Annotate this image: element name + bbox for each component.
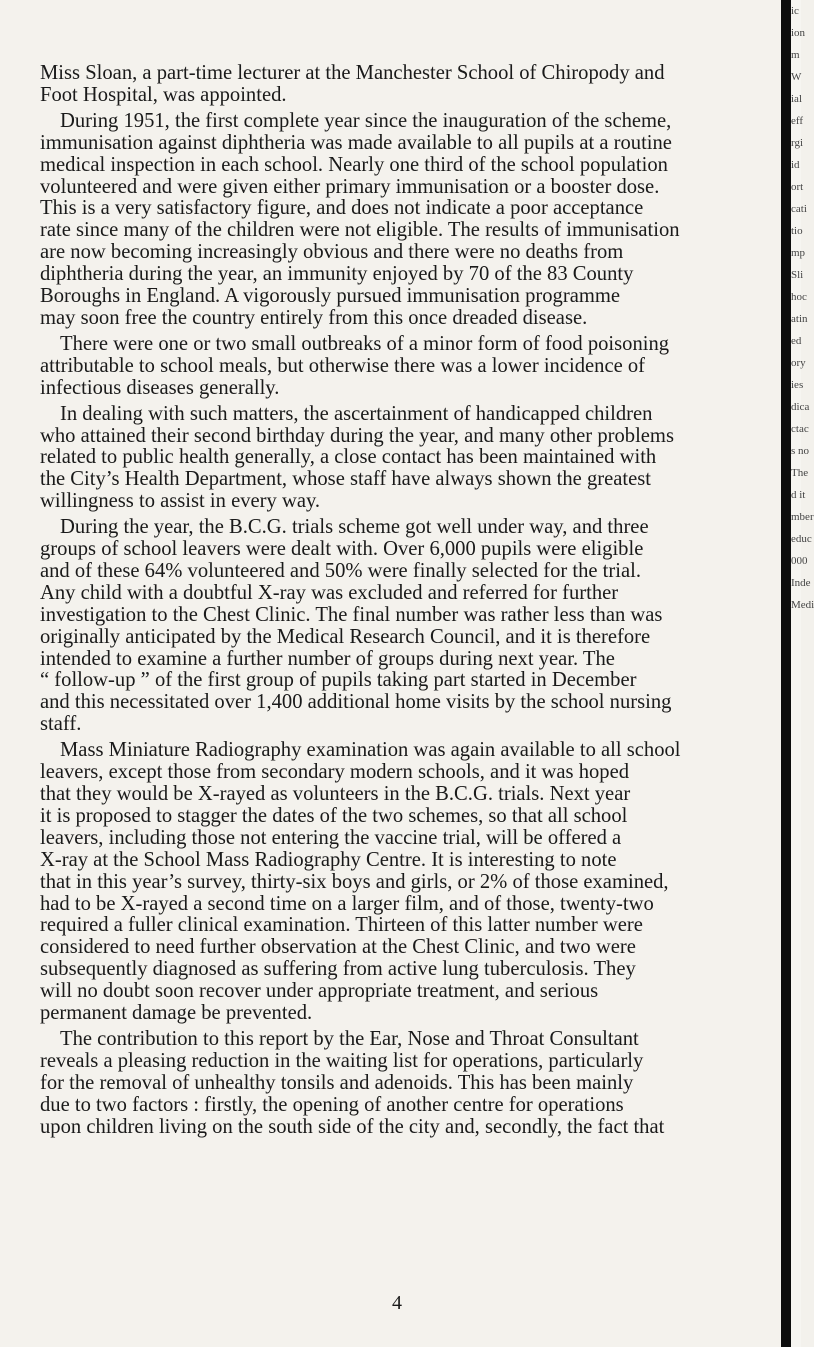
paragraph bbox=[40, 404, 782, 514]
facing-page-fragment: cati bbox=[791, 203, 807, 215]
text-line: subsequently diagnosed as suffering from active lung tuberculosis. They bbox=[40, 958, 636, 981]
facing-page-fragment: Sli bbox=[791, 269, 804, 281]
text-line: originally anticipated by the Medical Research Council, and it is therefore bbox=[40, 625, 651, 648]
text-line: There were one or two small outbreaks of a minor form of food poisoning bbox=[60, 332, 670, 355]
text-line: medical inspection in each school. Nearly one third of the school population bbox=[40, 153, 668, 176]
facing-page-fragment: tio bbox=[791, 225, 803, 237]
text-line: attributable to school meals, but otherwise there was a lower incidence of bbox=[40, 354, 646, 377]
text-line: required a fuller clinical examination. Thirteen of this latter number were bbox=[40, 914, 643, 937]
text-line: Miss Sloan, a part-time lecturer at the Manchester School of Chiropody and bbox=[40, 62, 665, 84]
paragraph bbox=[40, 334, 782, 400]
text-line: and this necessitated over 1,400 additional home visits by the school nursing bbox=[40, 691, 672, 714]
facing-page-fragment: ial bbox=[791, 93, 802, 105]
text-line: During the year, the B.C.G. trials scheme got well under way, and three bbox=[60, 516, 649, 539]
text-line: Any child with a doubtful X-ray was excluded and referred for further bbox=[40, 581, 619, 604]
facing-page-fragment: id bbox=[791, 159, 800, 171]
text-line: rate since many of the children were not eligible. The results of immunisation bbox=[40, 219, 680, 242]
text-line: for the removal of unhealthy tonsils and adenoids. This has been mainly bbox=[40, 1071, 634, 1094]
paragraph bbox=[40, 1029, 782, 1139]
text-line: upon children living on the south side of the city and, secondly, the fact that bbox=[40, 1115, 665, 1138]
text-line: reveals a pleasing reduction in the waiting list for operations, particularly bbox=[40, 1049, 644, 1072]
binding-shadow bbox=[781, 0, 791, 1347]
text-line: “ follow-up ” of the first group of pupils taking part started in December bbox=[40, 669, 637, 692]
text-line: The contribution to this report by the Ear, Nose and Throat Consultant bbox=[60, 1027, 639, 1050]
facing-page-fragment: Medi bbox=[791, 599, 814, 611]
text-line: infectious diseases generally. bbox=[40, 376, 280, 399]
facing-page-fragment: d it bbox=[791, 489, 806, 501]
paragraph bbox=[40, 740, 782, 1025]
text-line: Boroughs in England. A vigorously pursued immunisation programme bbox=[40, 285, 621, 308]
text-line: had to be X-rayed a second time on a larger film, and of those, twenty-two bbox=[40, 892, 654, 915]
facing-page-fragment: m bbox=[791, 49, 800, 61]
facing-page-fragment: ed bbox=[791, 335, 802, 347]
text-line: related to public health generally, a close contact has been maintained with bbox=[40, 446, 657, 469]
text-line: investigation to the Chest Clinic. The final number was rather less than was bbox=[40, 603, 663, 626]
facing-page-fragment: rgi bbox=[791, 137, 804, 149]
facing-page-fragment: dica bbox=[791, 401, 810, 413]
text-line: immunisation against diphtheria was made available to all pupils at a routine bbox=[40, 131, 672, 154]
facing-page-fragment: ion bbox=[791, 27, 806, 39]
text-line: staff. bbox=[40, 713, 82, 736]
facing-page-fragment: ctac bbox=[791, 423, 809, 435]
facing-page-fragment: atin bbox=[791, 313, 808, 325]
adjacent-page-edge bbox=[791, 0, 814, 1347]
page-number: 4 bbox=[392, 1292, 402, 1314]
text-line: may soon free the country entirely from this once dreaded disease. bbox=[40, 306, 588, 329]
text-line: intended to examine a further number of groups during next year. The bbox=[40, 647, 615, 670]
paragraph bbox=[40, 63, 782, 107]
text-line: considered to need further observation at the Chest Clinic, and two were bbox=[40, 936, 636, 959]
text-line: leavers, including those not entering the vaccine trial, will be offered a bbox=[40, 826, 622, 849]
facing-page-fragment: 000 bbox=[791, 555, 808, 567]
facing-page-fragment: mber bbox=[791, 511, 814, 523]
facing-page-fragment: Inde bbox=[791, 577, 811, 589]
facing-page-fragment: W bbox=[791, 71, 802, 83]
text-line: volunteered and were given either primary immunisation or a booster dose. bbox=[40, 175, 660, 198]
facing-page-fragment: ic bbox=[791, 5, 799, 17]
facing-page-fragment: hoc bbox=[791, 291, 807, 303]
paragraph bbox=[40, 111, 782, 330]
text-line: and of these 64% volunteered and 50% were finally selected for the trial. bbox=[40, 559, 641, 582]
facing-page-fragment: s no bbox=[791, 445, 810, 457]
facing-page-fragment: eff bbox=[791, 115, 804, 127]
facing-page-fragment: mp bbox=[791, 247, 806, 259]
facing-page-fragment: ies bbox=[791, 379, 804, 391]
text-line: are now becoming increasingly obvious and there were no deaths from bbox=[40, 241, 624, 264]
text-line: will no doubt soon recover under appropriate treatment, and serious bbox=[40, 980, 599, 1003]
text-line: that in this year’s survey, thirty-six boys and girls, or 2% of those examined, bbox=[40, 870, 669, 893]
text-line: permanent damage be prevented. bbox=[40, 1002, 313, 1025]
text-line: This is a very satisfactory figure, and does not indicate a poor acceptance bbox=[40, 197, 644, 220]
text-line: diphtheria during the year, an immunity enjoyed by 70 of the 83 County bbox=[40, 263, 634, 286]
text-line: During 1951, the first complete year since the inauguration of the scheme, bbox=[60, 109, 672, 132]
text-line: Mass Miniature Radiography examination was again available to all school bbox=[60, 739, 681, 762]
body-text-column bbox=[40, 63, 782, 1143]
facing-page-fragment: educ bbox=[791, 533, 812, 545]
text-line: that they would be X-rayed as volunteers in the B.C.G. trials. Next year bbox=[40, 783, 631, 805]
text-line: it is proposed to stagger the dates of the two schemes, so that all school bbox=[40, 804, 628, 827]
facing-page-fragment: The bbox=[791, 467, 809, 479]
text-line: In dealing with such matters, the ascertainment of handicapped children bbox=[60, 402, 653, 425]
facing-page-fragment: ory bbox=[791, 357, 806, 369]
text-line: willingness to assist in every way. bbox=[40, 490, 321, 513]
text-line: groups of school leavers were dealt with. Over 6,000 pupils were eligible bbox=[40, 538, 644, 561]
text-line: who attained their second birthday during the year, and many other problems bbox=[40, 424, 674, 447]
text-line: the City’s Health Department, whose staff have always shown the greatest bbox=[40, 468, 651, 491]
text-line: X-ray at the School Mass Radiography Centre. It is interesting to note bbox=[40, 848, 617, 871]
text-line: due to two factors : firstly, the opening of another centre for operations bbox=[40, 1093, 624, 1116]
text-line: Foot Hospital, was appointed. bbox=[40, 83, 287, 106]
paragraph bbox=[40, 517, 782, 736]
facing-page-fragment: ort bbox=[791, 181, 804, 193]
text-line: leavers, except those from secondary modern schools, and it was hoped bbox=[40, 761, 630, 784]
